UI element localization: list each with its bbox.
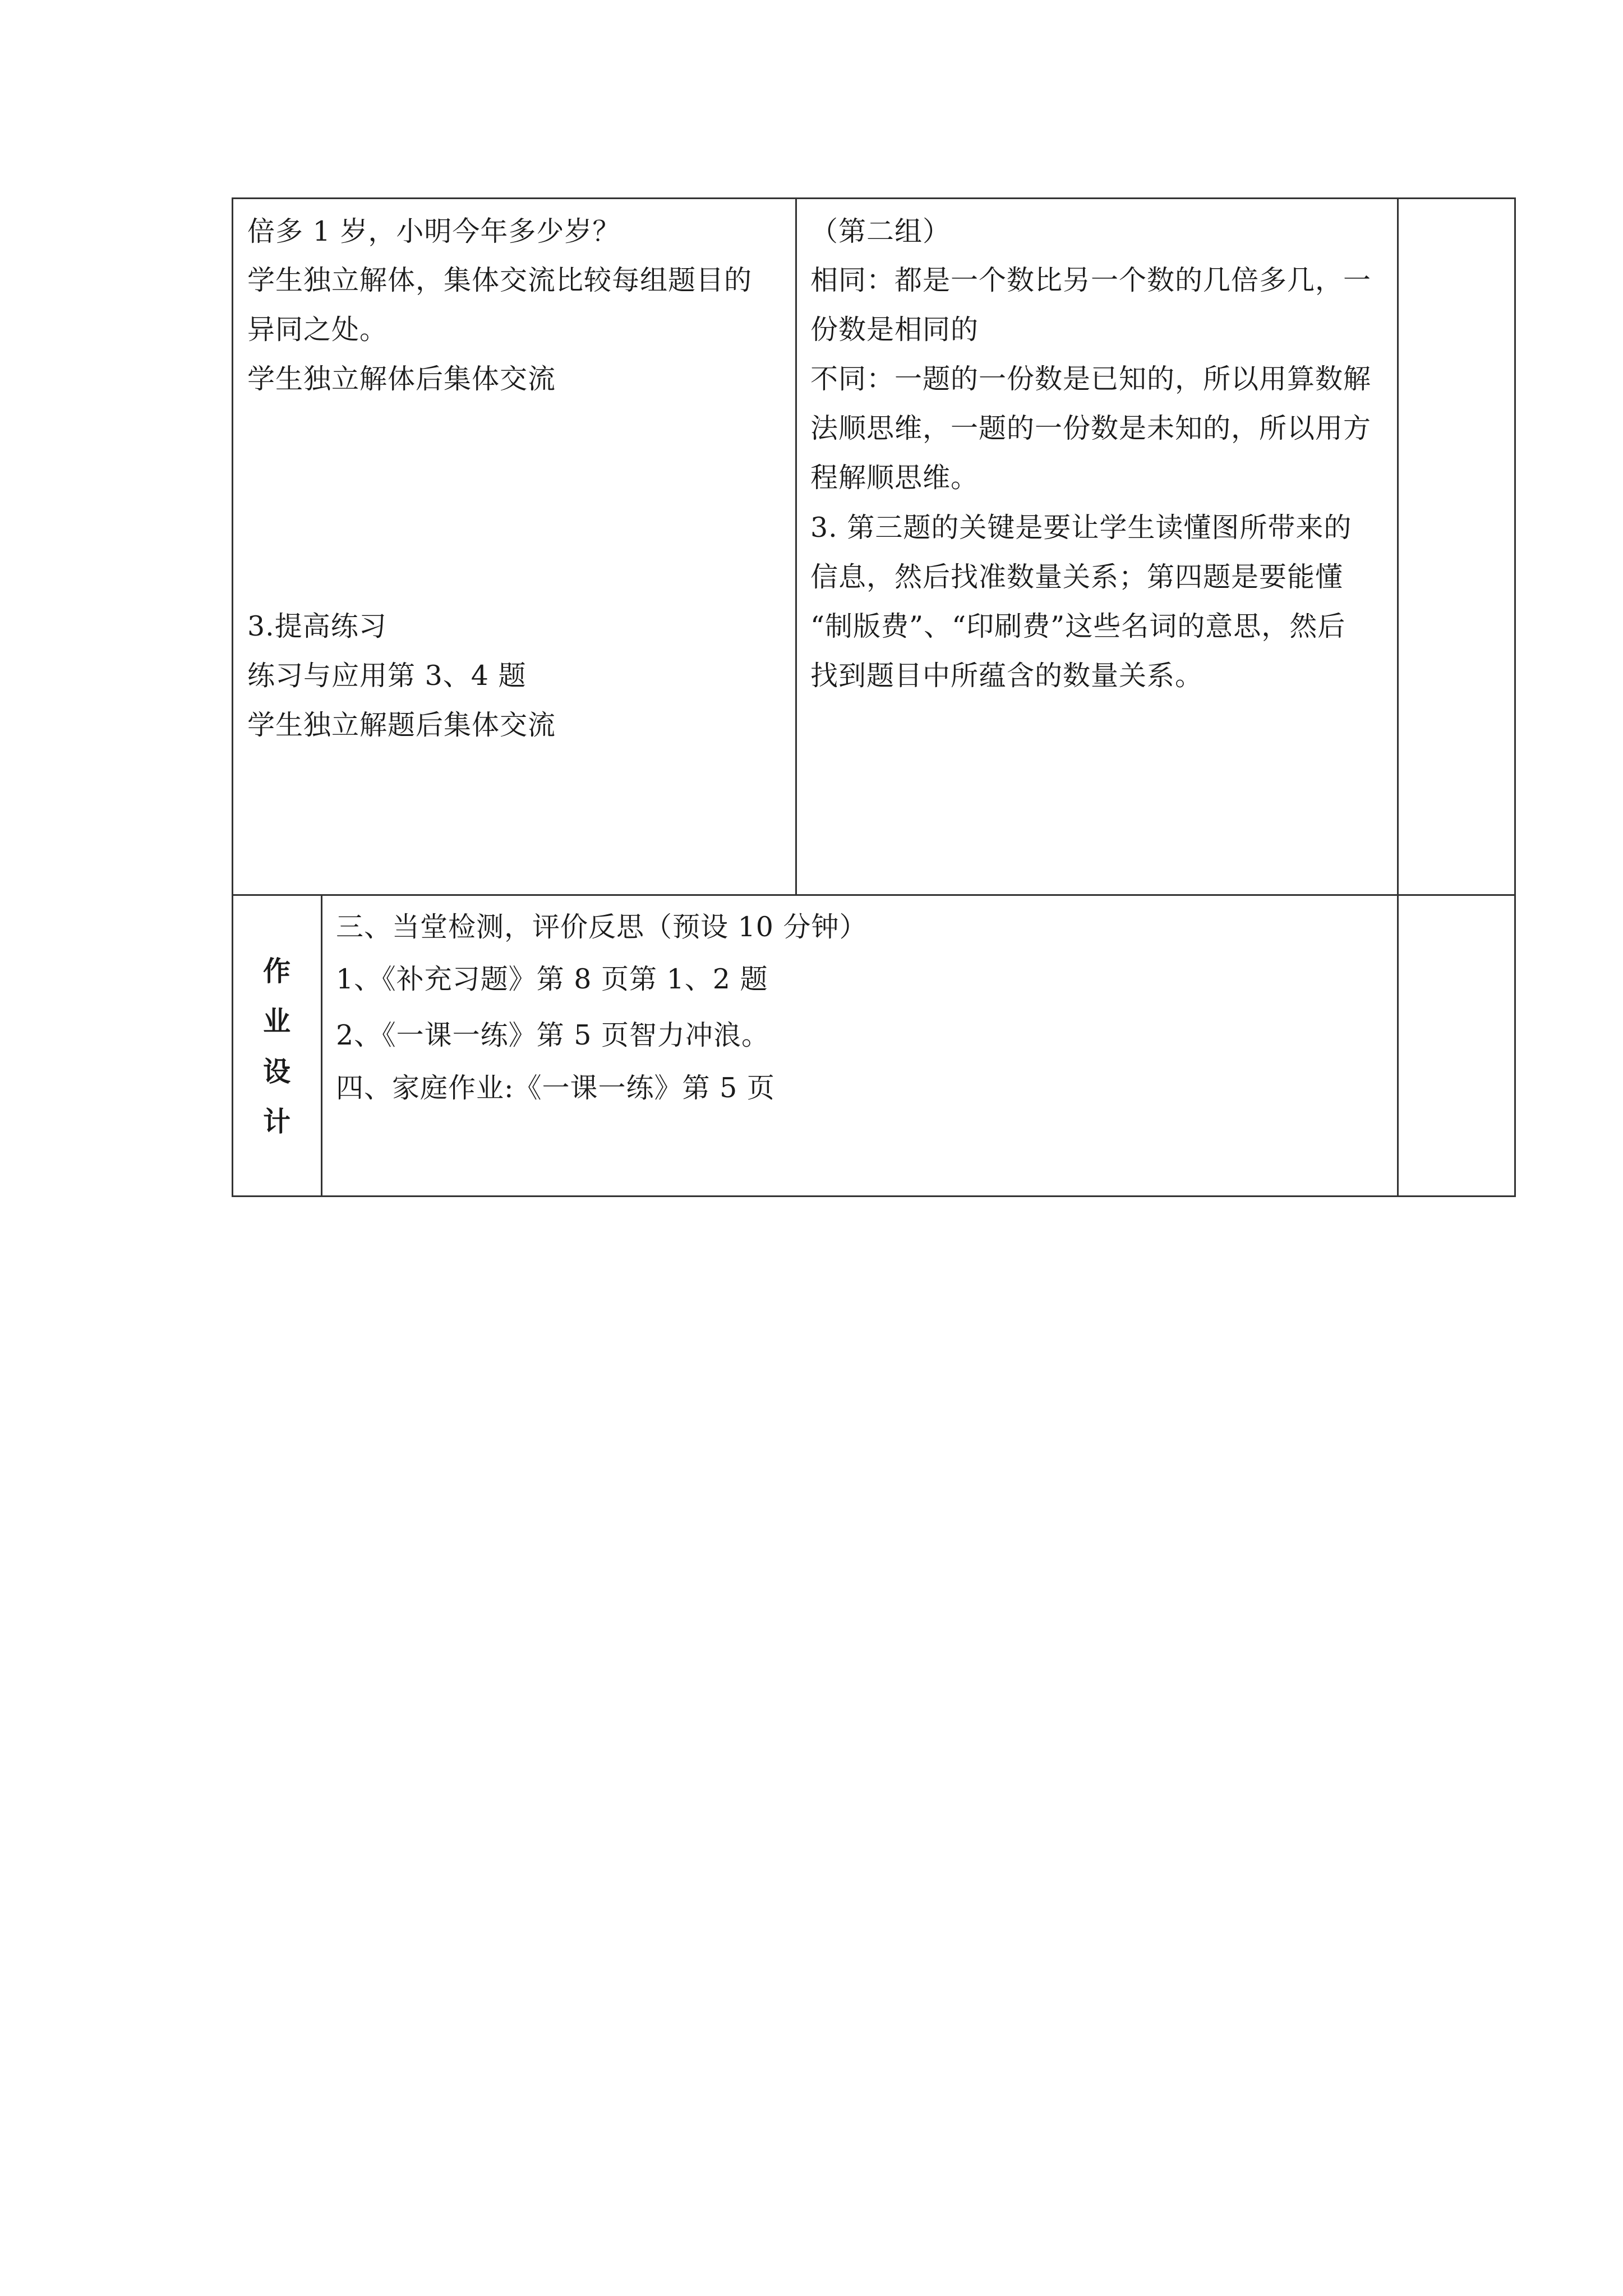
homework-text-line: 三、当堂检测，评价反思（预设 10 分钟） — [336, 911, 868, 943]
left-text-line: 学生独立解题后集体交流 — [247, 709, 556, 741]
right-text-line: 不同：一题的一份数是已知的，所以用算数解 — [810, 363, 1372, 395]
homework-text-line: 四、家庭作业:《一课一练》第 5 页 — [336, 1072, 775, 1104]
right-text-line: 程解顺思维。 — [810, 462, 979, 494]
homework-notes-cell — [1397, 894, 1516, 1197]
right-text-line: 找到题目中所蕴含的数量关系。 — [810, 660, 1204, 692]
left-text-line: 倍多 1 岁，小明今年多少岁？ — [247, 215, 621, 247]
homework-text-line: 2、《一课一练》第 5 页智力冲浪。 — [336, 1019, 770, 1051]
left-text-line: 异同之处。 — [247, 314, 388, 346]
right-text-line: “制版费”、“印刷费”这些名词的意思，然后 — [810, 610, 1346, 642]
right-text-line: 3. 第三题的关键是要让学生读懂图所带来的 — [810, 512, 1352, 544]
right-text-line: 法顺思维，一题的一份数是未知的，所以用方 — [810, 412, 1372, 444]
homework-label-char: 作 — [262, 955, 291, 987]
homework-label-char: 业 — [262, 1005, 291, 1037]
right-text-line: 份数是相同的 — [810, 314, 979, 346]
upper-notes-cell — [1397, 197, 1516, 896]
homework-label-cell — [232, 894, 322, 1197]
left-text-line: 学生独立解体，集体交流比较每组题目的 — [247, 264, 753, 296]
right-text-line: （第二组） — [810, 215, 951, 247]
left-text-line: 学生独立解体后集体交流 — [247, 363, 556, 395]
upper-left-cell — [232, 197, 797, 896]
left-text-line: 3.提高练习 — [247, 610, 387, 642]
left-text-line: 练习与应用第 3、4 题 — [247, 660, 527, 692]
upper-middle-cell — [795, 197, 1399, 896]
right-text-line: 相同：都是一个数比另一个数的几倍多几，一 — [810, 264, 1372, 296]
right-text-line: 信息，然后找准数量关系；第四题是要能懂 — [810, 561, 1344, 593]
homework-text-line: 1、《补充习题》第 8 页第 1、2 题 — [336, 963, 768, 995]
homework-label-char: 计 — [262, 1106, 291, 1138]
homework-label-char: 设 — [262, 1056, 291, 1088]
